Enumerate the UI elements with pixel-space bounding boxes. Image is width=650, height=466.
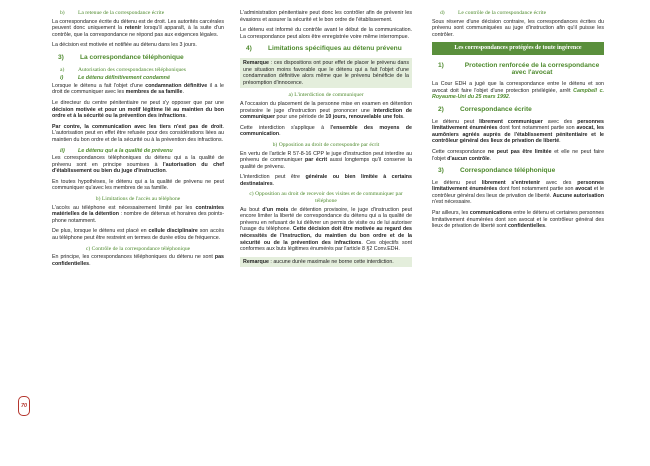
paragraph: Par ailleurs, les communications entre le détenu et certaines personnes limitativement énumérées dont son avocat et le contrôleur général des lieux de privation de liberté sont confidentielles. [432,210,604,230]
paragraph: Sous réserve d'une décision contraire, les correspondances écrites du prévenu sont communiquées au juge d'instruction afin qu'il puisse les contrôler. [432,18,604,38]
remark-box: Remarque : aucune durée maximale ne borne cette interdiction. [240,257,412,268]
heading-i-condamne: i) Le détenu définitivement condamné [60,75,170,82]
paragraph: L'accès au téléphone est nécessairement limité par les contraintes matérielles de la détention : nombre de détenus et horaires des points-phone notamment. [52,204,224,224]
heading-d-controle: d) Le contrôle de la correspondance écrite [440,10,547,16]
heading-b-limitations: b) Limitations de l'accès au téléphone [95,196,181,203]
heading-c-opposition-visites: c) Opposition au droit de recevoir des visites et de communiquer par téléphone [249,191,403,205]
heading-1-avocat: 1) Protection renforcée de la correspondance avec l'avocat [438,61,600,76]
paragraph: La correspondance écrite du détenu est de droit. Les autorités carcérales peuvent donc uniquement la retenir lorsqu'il apparaît, à la suite d'un contrôle, que la correspondance ne répond pas aux exigences légales. [52,18,224,38]
column-3 [432,10,604,234]
heading-b-opposition-ecrit: b) Opposition au droit de correspondre par écrit [272,141,380,148]
paragraph: Lorsque le détenu a fait l'objet d'une condamnation définitive il a le droit de communiquer avec les membres de sa famille. [52,82,225,96]
paragraph: Les correspondances téléphoniques du détenu qui a la qualité de prévenu sont en principe soumises à l'autorisation du chef d'établissement ou bien du juge d'instruction. [52,155,224,175]
paragraph: A l'occasion du placement de la personne mise en examen en détention provisoire le juge d'instruction peut prononcer une interdiction de communiquer pour une période de 10 jours, renouvelable une fois. [240,100,412,121]
paragraph: Cette interdiction s'applique à l'ensemble des moyens de communication. [240,124,412,138]
paragraph: Le directeur du centre pénitentiaire ne peut s'y opposer que par une décision motivée et pour un motif légitime lié au maintien du bon ordre et à la sécurité ou la prévention des infractions. [52,99,224,120]
paragraph: L'interdiction peut être générale ou bien limitée à certains destinataires. [240,174,412,187]
paragraph: De plus, lorsque le détenu est placé en cellule disciplinaire son accès au téléphone peut être restreint en termes de durée et/ou de fréquence. [52,228,224,242]
paragraph: L'administration pénitentiaire peut donc les contrôler afin de prévenir les évasions et assurer la sécurité et le bon ordre de l'établissement. [240,10,412,23]
section-banner: Les correspondances protégées de toute ingérence [432,42,604,55]
remark-box: Remarque : ces dispositions ont pour effet de placer le prévenu dans une situation moins favorable que le détenu qui a fait l'objet d'une condamnation définitive alors même que le prévenu bénéficie de la présomption d'innocence. [240,58,412,88]
paragraph: En principe, les correspondances téléphoniques du détenu ne sont pas confidentielles. [52,254,224,267]
heading-2-ecrite: 2) Correspondance écrite [438,105,532,113]
column-2 [240,10,412,271]
paragraph: En toutes hypothèses, le détenu qui a la qualité de prévenu ne peut communiquer qu'avec les membres de sa famille. [52,178,224,192]
paragraph: Le détenu peut librement communiquer avec des personnes limitativement énumérées dont font notamment partie son avocat, les aumôniers agréés auprès de l'établissement pénitentiaire et le contrôleur général des lieux de privation de liberté. [432,118,605,145]
page-number: 70 [18,396,30,416]
heading-ii-prevenu: ii) Le détenu qui a la qualité de prévenu [60,147,173,154]
paragraph: En vertu de l'article R 57-8-16 CPP le juge d'instruction peut interdire au prévenu de communiquer par écrit aussi longtemps qu'il conserve la qualité de prévenu. [240,150,412,170]
heading-a-autorisation: a) Autorisation des correspondances téléphoniques [60,66,186,73]
paragraph: La décision est motivée et notifiée au détenu dans les 3 jours. [52,42,197,49]
paragraph: Au bout d'un mois de détention provisoire, le juge d'instruction peut encore limiter la liberté de correspondance du détenu qui a la qualité de prévenu en refusant de lui délivrer un permis de visite ou de lui autoriser l'usage du téléphone. Cette décision doit être motivée au regard des nécessités de l'instruction, du maintien du bon ordre et de la sécurité ou de la prévention des infractions. Ces objectifs sont conformes aux buts légitimes énumérés par l'article 8 §2 Conv.EDH. [240,206,413,253]
column-1 [52,10,224,271]
heading-3-telephone: 3) La correspondance téléphonique [58,53,184,61]
heading-3-telephonique: 3) Correspondance téléphonique [438,167,556,175]
heading-c-controle: c) Contrôle de la correspondance téléphonique [85,245,191,252]
paragraph: Par contre, la communication avec les tiers n'est pas de droit. L'autorisation peut en effet être refusée pour des considérations liées au maintien du bon ordre et de la sécurité ou à la prévention des infractions. [52,123,224,143]
heading-b-retenue: b) La retenue de la correspondance écrite [60,10,165,16]
heading-a-interdiction: a) L'interdiction de communiquer [288,92,364,99]
heading-4-limitations: 4) Limitations spécifiques au détenu prévenu [246,45,402,53]
paragraph: La Cour EDH a jugé que la correspondance entre le détenu et son avocat doit faire l'objet d'une protection privilégiée, arrêt Campbell c. Royaume-Uni du 25 mars 1992. [432,81,604,101]
paragraph: Le détenu peut librement s'entretenir avec des personnes limitativement énumérées dont font notamment partie son avocat et le contrôleur général des lieux de privation de liberté. Aucune autorisation n'est nécessaire. [432,179,604,206]
paragraph: Cette correspondance ne peut pas être limitée et elle ne peut faire l'objet d'aucun contrôle. [432,148,605,162]
paragraph: Le détenu est informé du contrôle avant le début de la communication. La correspondance peut alors être enregistrée voire même interrompue. [240,27,412,40]
